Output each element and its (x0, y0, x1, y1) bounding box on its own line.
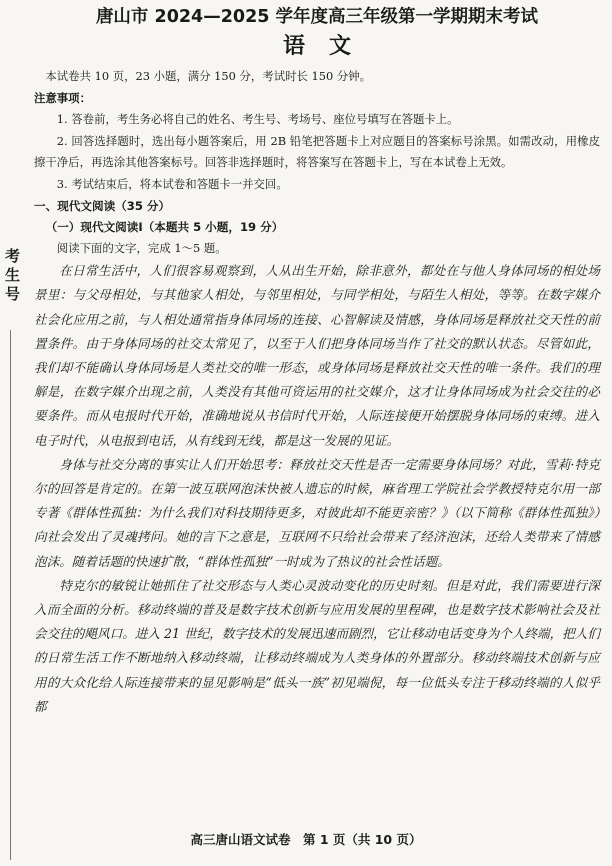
notice-title: 注意事项： (34, 90, 91, 105)
notice-item-2: 2. 回答选择题时，选出每小题答案后，用 2B 铅笔把答题卡上对应题目的答案标号涂黑。如需改动，用橡皮擦干净后，再选涂其他答案标号。回答非选择题时，将答案写在答题卡上，写在本试卷上无效。 (34, 133, 600, 170)
passage-paragraph-2: 身体与社交分离的事实让人们开始思考：释放社交天性是否一定需要身体同场？对此，雪莉·特克尔的回答是肯定的。在第一波互联网泡沫快被人遗忘的时候，麻省理工学院社会学教授特克尔用一部专著《群体性孤独：为什么我们对科技期待更多，对彼此却不能更亲密？》（以下简称《群体性孤独》）向社会发出了灵魂拷问。她的言下之意是，互联网不只给社会带来了经济泡沫，还给人类带来了情感泡沫。随着话题的快速扩散，“群体性孤独”一时成为了热议的社会性话题。 (34, 456, 600, 569)
exam-page (34, 4, 600, 719)
passage-paragraph-3: 特克尔的敏锐让她抓住了社交形态与人类心灵波动变化的历史时刻。但是对此，我们需要进行深入而全面的分析。移动终端的普及是数字技术创新与应用发展的里程碑，也是数字技术影响社会及社会交往的飓风口。进入 21 世纪，数字技术的发展迅速而剧烈，它让移动电话变身为个人终端，把人们的日常生活工作不断地纳入移动终端，让移动终端成为人类身体的外置部分。移动终端技术创新与应用的大众化给人际连接带来的显见影响是“低头一族”初见端倪，每一位低头专注于移动终端的人似乎都 (34, 577, 600, 714)
subsection-title: （一）现代文阅读Ⅰ（本题共 5 小题，19 分） (45, 219, 284, 234)
page-footer: 高三唐山语文试卷 第 1 页（共 10 页） (190, 832, 422, 847)
examinee-number-label: 考生号 (3, 248, 21, 305)
section-title: 一、现代文阅读（35 分） (34, 198, 171, 213)
passage-paragraph-1: 在日常生活中，人们很容易观察到，人从出生开始，除非意外，都处在与他人身体同场的相处场景里：与父母相处，与其他家人相处，与邻里相处，与同学相处，与陌生人相处，等等。在数字媒介社会化应用之前，与人相处通常指身体同场的连接、心智解读及情感，身体同场是释放社交天性的前置条件。由于身体同场的社交太常见了，以至于人们把身体同场当作了社交的默认状态。尽管如此，我们却不能确认身体同场是人类社交的唯一形态，或身体同场是释放社交天性的唯一条件。我们的理解是，在数字媒介出现之前，人类没有其他可资运用的社交媒介，这才让身体同场成为社会交往的必要条件。而从电报时代开始，准确地说从书信时代开始，人际连接便开始摆脱身体同场的束缚。进入电子时代，从电报到电话，从有线到无线，都是这一发展的见证。 (34, 263, 600, 448)
subject-title: 语文 (282, 34, 375, 59)
exam-intro: 本试卷共 10 页，23 小题，满分 150 分，考试时长 150 分钟。 (45, 69, 372, 83)
exam-title: 唐山市 2024—2025 学年度高三年级第一学期期末考试 (95, 7, 539, 27)
notice-item-1: 1. 答卷前，考生务必将自己的姓名、考生号、考场号、座位号填写在答题卡上。 (56, 112, 459, 127)
notice-item-3: 3. 考试结束后，将本试卷和答题卡一并交回。 (56, 176, 288, 191)
reading-instruction: 阅读下面的文字，完成 1～5 题。 (56, 240, 227, 255)
binding-line (10, 330, 11, 860)
